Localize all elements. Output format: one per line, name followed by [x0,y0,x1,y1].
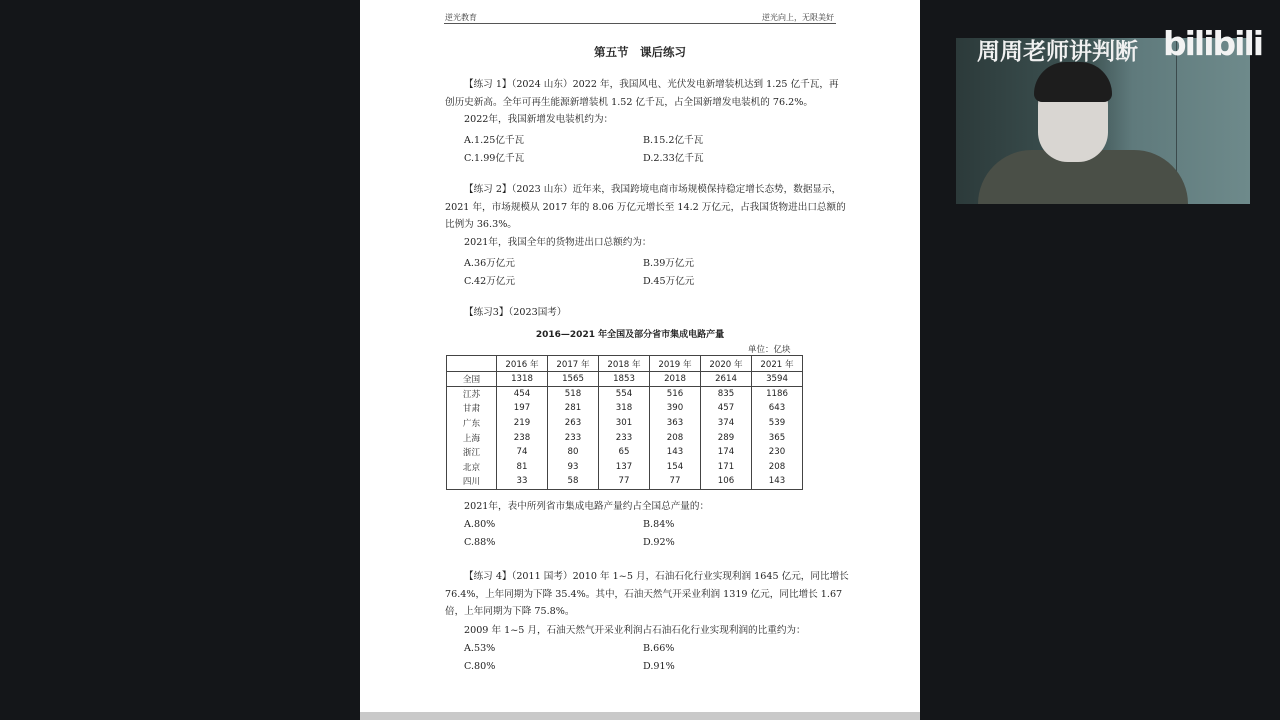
table-cell: 1186 [752,386,803,401]
table-cell: 2018 [650,372,701,387]
table-unit: 单位：亿块 [748,345,791,355]
answer-option: A.36万亿元 [464,258,515,269]
table-cell: 2017 年 [548,356,599,372]
table-cell: 2020 年 [701,356,752,372]
table-cell: 539 [752,416,803,431]
table-cell: 58 [548,474,599,489]
table-cell: 174 [701,445,752,460]
table-cell: 516 [650,386,701,401]
table-row [447,460,803,475]
table-cell: 233 [548,430,599,445]
answer-option: B.66% [643,643,675,654]
answer-option: B.15.2亿千瓦 [643,135,704,146]
exercise-text: 2021 年，市场规模从 2017 年的 8.06 万亿元增长至 14.2 万亿元，占我国货物进出口总额的 [445,201,846,213]
answer-option: C.42万亿元 [464,276,516,287]
answer-option: A.1.25亿千瓦 [464,135,525,146]
table-cell: 281 [548,401,599,416]
table-cell: 106 [701,474,752,489]
table-title: 2016—2021 年全国及部分省市集成电路产量 [535,330,725,340]
table-cell: 365 [752,430,803,445]
header-right: 逆光向上，无限美好 [762,13,834,22]
section-title: 第五节 课后练习 [594,45,686,59]
table-cell: 835 [701,386,752,401]
table-cell: 390 [650,401,701,416]
table-cell: 2016 年 [497,356,548,372]
table-row [447,430,803,445]
answer-option: D.2.33亿千瓦 [643,153,704,164]
table-row [447,401,803,416]
table-cell: 77 [650,474,701,489]
table-cell: 2614 [701,372,752,387]
table-row [447,356,803,372]
exercise-text: 76.4%，上年同期为下降 35.4%。其中，石油天然气开采业利润 1319 亿元，同比增长 1.67 [445,588,843,600]
table-cell: 广东 [447,416,497,431]
table-cell: 2019 年 [650,356,701,372]
table-cell: 518 [548,386,599,401]
table-row [447,474,803,489]
question-text: 2022年，我国新增发电装机约为： [464,114,614,125]
answer-option: B.84% [643,519,675,530]
table-cell: 263 [548,416,599,431]
table-cell: 238 [497,430,548,445]
table-cell: 208 [650,430,701,445]
question-text: 2021年，我国全年的货物进出口总额约为： [464,237,652,248]
table-cell: 230 [752,445,803,460]
table-cell: 554 [599,386,650,401]
table-cell [447,356,497,372]
table-cell: 289 [701,430,752,445]
bilibili-logo: bilibili [1163,24,1263,63]
table-cell: 318 [599,401,650,416]
table-cell: 1318 [497,372,548,387]
table-cell: 81 [497,460,548,475]
webcam-caption: 周周老师讲判断 [977,39,1138,65]
table-row [447,445,803,460]
table-cell: 2018 年 [599,356,650,372]
table-cell: 197 [497,401,548,416]
exercise-text: 【练习 2】（2023 山东）近年来，我国跨境电商市场规模保持稳定增长态势，数据显示， [464,184,842,195]
table-cell: 北京 [447,460,497,475]
answer-option: C.80% [464,661,496,672]
table-cell: 363 [650,416,701,431]
answer-option: A.80% [464,519,496,530]
table-cell: 171 [701,460,752,475]
scrollbar-horizontal[interactable] [360,712,920,720]
table-cell: 643 [752,401,803,416]
table-cell: 93 [548,460,599,475]
table-cell: 77 [599,474,650,489]
table-cell: 208 [752,460,803,475]
table-cell: 457 [701,401,752,416]
table-cell: 80 [548,445,599,460]
table-cell: 2021 年 [752,356,803,372]
table-row [447,416,803,431]
table-cell: 143 [650,445,701,460]
table-cell: 233 [599,430,650,445]
header-divider [444,23,836,24]
exercise-text: 倍，上年同期为下降 75.8%。 [445,606,575,617]
exercise-text: 【练习3】（2023国考） [464,307,567,318]
exercise-text: 【练习 1】（2024 山东）2022 年，我国风电、光伏发电新增装机达到 1.25 亿千瓦，再 [464,79,839,90]
exercise-text: 比例为 36.3%。 [445,219,517,230]
table-row [447,372,803,387]
table-cell: 65 [599,445,650,460]
table-cell: 甘肃 [447,401,497,416]
answer-option: C.1.99亿千瓦 [464,153,525,164]
header-left: 逆光教育 [445,13,477,22]
table-cell: 219 [497,416,548,431]
question-text: 2021年，表中所列省市集成电路产量约占全国总产量的： [464,501,710,512]
table-cell: 全国 [447,372,497,387]
answer-option: D.92% [643,537,675,548]
table-cell: 154 [650,460,701,475]
table-cell: 四川 [447,474,497,489]
question-text: 2009 年 1~5 月，石油天然气开采业利润占石油石化行业实现利润的比重约为： [464,625,806,636]
table-cell: 1853 [599,372,650,387]
table-cell: 74 [497,445,548,460]
table-cell: 上海 [447,430,497,445]
answer-option: C.88% [464,537,496,548]
answer-option: B.39万亿元 [643,258,695,269]
table-cell: 374 [701,416,752,431]
table-cell: 143 [752,474,803,489]
answer-option: D.45万亿元 [643,276,695,287]
table-cell: 137 [599,460,650,475]
answer-option: D.91% [643,661,675,672]
table-row [447,386,803,401]
exercise-text: 创历史新高。全年可再生能源新增装机 1.52 亿千瓦，占全国新增发电装机的 76.2%。 [445,96,813,108]
table-cell: 301 [599,416,650,431]
table-cell: 江苏 [447,386,497,401]
table-cell: 454 [497,386,548,401]
table-cell: 33 [497,474,548,489]
table-cell: 3594 [752,372,803,387]
data-table [446,355,803,490]
answer-option: A.53% [464,643,496,654]
table-cell: 浙江 [447,445,497,460]
document-page [360,0,920,720]
exercise-text: 【练习 4】（2011 国考）2010 年 1~5 月，石油石化行业实现利润 1645 亿元，同比增长 [464,571,849,582]
table-cell: 1565 [548,372,599,387]
